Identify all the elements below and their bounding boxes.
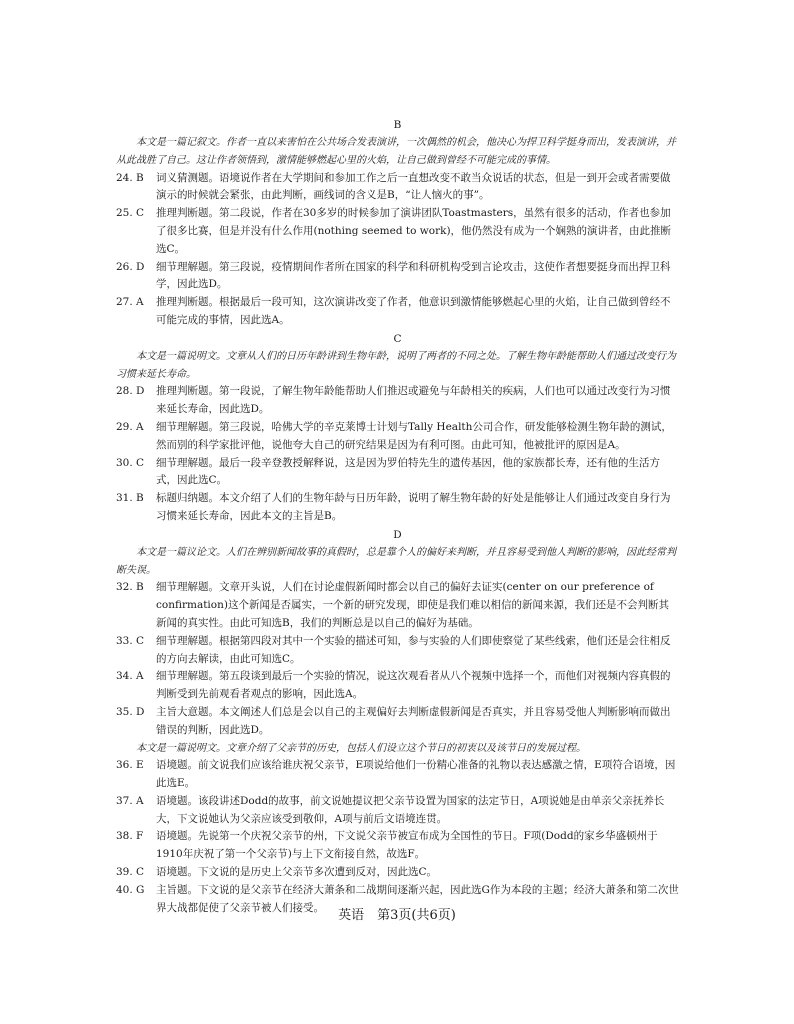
- answer-explanations: [116, 116, 679, 917]
- answer-item: [116, 828, 679, 864]
- answer-number: 31. B: [116, 492, 144, 505]
- answer-item: [116, 704, 679, 740]
- answer-item: [116, 170, 679, 206]
- answer-item: [116, 455, 679, 491]
- answer-explanation: 语境题。先说第一个庆祝父亲节的州，下文说父亲节被宣布成为全国性的节日。F项(Dodd的家乡华盛顿州于1910年庆祝了第一个父亲节)与上下文衔接自然，故选F。: [156, 830, 658, 861]
- passage-section: [116, 116, 679, 330]
- answer-item: [116, 205, 679, 258]
- answer-item: [116, 383, 679, 419]
- answer-number: 30. C: [116, 456, 145, 469]
- answer-number: 29. A: [116, 420, 144, 433]
- answer-explanation: 主旨题。下文说的是父亲节在经济大萧条和二战期间逐渐兴起，因此选G作为本段的主题；经济大萧条和第二次世界大战都促使了父亲节被人们接受。: [156, 883, 679, 914]
- answer-explanation: 细节理解题。根据第四段对其中一个实验的描述可知，参与实验的人们即使察觉了某些线索，他们还是会往相反的方向去解读，由此可知选C。: [156, 634, 671, 665]
- answer-number: 26. D: [116, 260, 145, 273]
- answer-explanation: 推理判断题。第一段说，了解生物年龄能帮助人们推迟或避免与年龄相关的疾病，人们也可以通过改变行为习惯来延长寿命，因此选D。: [156, 385, 671, 416]
- answer-explanation: 细节理解题。最后一段辛登教授解释说，这是因为罗伯特先生的遗传基因，他的家族都长寿，还有他的生活方式，因此选C。: [156, 456, 660, 487]
- answer-explanation: 语境题。下文说的是历史上父亲节多次遭到反对，因此选C。: [156, 866, 438, 879]
- answer-number: 24. B: [116, 171, 144, 184]
- answer-explanation: 推理判断题。根据最后一段可知，这次演讲改变了作者，他意识到激情能够燃起心里的火焰，让自己做到曾经不可能完成的事情，因此选A。: [156, 296, 671, 326]
- answer-item: [116, 579, 679, 632]
- section-letter: C: [393, 332, 402, 345]
- answer-explanation: 推理判断题。第二段说，作者在30多岁的时候参加了演讲团队Toastmasters，虽然有很多的活动，作者也参加了很多比赛，但是并没有什么作用(nothing seemed to work)，他仍然没有成为一个娴熟的演讲者，由此推断选C。: [156, 207, 672, 255]
- answer-explanation: 语境题。前文说我们应该给谁庆祝父亲节，E项说给他们一份精心准备的礼物以表达感激之情，E项符合语境，因此选E。: [156, 759, 676, 790]
- passage-summary: 本文是一篇议论文。人们在辨别新闻故事的真假时，总是靠个人的偏好来判断，并且容易受到他人判断的影响，因此经常判断失误。: [116, 546, 676, 576]
- answer-explanation: 词义猜测题。语境说作者在大学期间和参加工作之后一直想改变不敢当众说话的状态，但是一到开会或者需要做演示的时候就会紧张，由此判断，画线词的含义是B，“让人恼火的事”。: [156, 171, 671, 202]
- answer-explanation: 主旨大意题。本文阐述人们总是会以自己的主观偏好去判断虚假新闻是否真实，并且容易受他人判断影响而做出错误的判断，因此选D。: [156, 705, 671, 736]
- page-footer: 英语 第3页(共6页): [338, 908, 456, 923]
- answer-number: 37. A: [116, 794, 144, 807]
- answer-number: 40. G: [116, 883, 145, 896]
- passage-section: [116, 330, 679, 526]
- answer-number: 36. E: [116, 759, 144, 772]
- answer-number: 33. C: [116, 634, 145, 647]
- answer-item: [116, 259, 679, 295]
- answer-number: 39. C: [116, 866, 145, 879]
- answer-explanation: 细节理解题。第五段谈到最后一个实验的情况，说这次观看者从八个视频中选择一个，而他们对视频内容真假的判断受到先前观看者观点的影响，因此选A。: [156, 670, 671, 701]
- answer-item: [116, 294, 679, 330]
- answer-explanation: 语境题。该段讲述Dodd的故事，前文说她提议把父亲节设置为国家的法定节日，A项说她是由单亲父亲抚养长大，下文说她认为父亲应该受到敬仰，A项与前后文语境连贯。: [156, 794, 665, 825]
- answer-explanation: 标题归纳题。本文介绍了人们的生物年龄与日历年龄，说明了解生物年龄的好处是能够让人们通过改变自身行为习惯来延长寿命，因此本文的主旨是B。: [156, 492, 671, 522]
- answer-item: [116, 419, 679, 455]
- passage-summary: 本文是一篇说明文。文章从人们的日历年龄讲到生物年龄，说明了两者的不同之处。了解生物年龄能帮助人们通过改变行为习惯来延长寿命。: [116, 350, 676, 380]
- answer-number: 38. F: [116, 830, 144, 843]
- answer-item: [116, 633, 679, 669]
- answer-number: 28. D: [116, 385, 145, 398]
- answer-number: 25. C: [116, 207, 145, 220]
- answer-item: [116, 490, 679, 526]
- answer-number: 34. A: [116, 670, 144, 683]
- section-letter: B: [393, 119, 402, 131]
- answer-number: 32. B: [116, 581, 144, 594]
- passage-section: [116, 526, 679, 740]
- answer-explanation: 细节理解题。第三段说，疫情期间作者所在国家的科学和科研机构受到言论攻击，这使作者想要挺身而出捍卫科学，因此选D。: [156, 260, 671, 291]
- answer-item: [116, 668, 679, 704]
- answer-explanation: 细节理解题。第三段说，哈佛大学的辛克莱博士计划与Tally Health公司合作，研发能够检测生物年龄的测试，然而别的科学家批评他，说他夸大自己的研究结果是因为有利可图。由此可知，他被批评的原因是A。: [156, 420, 672, 451]
- answer-item: [116, 757, 679, 793]
- passage-summary: 本文是一篇说明文。文章介绍了父亲节的历史，包括人们设立这个节日的初衷以及该节日的发展过程。: [136, 742, 586, 754]
- answer-number: 27. A: [116, 296, 144, 309]
- answer-item: [116, 864, 679, 882]
- passage-summary: 本文是一篇记叙文。作者一直以来害怕在公共场合发表演讲，一次偶然的机会，他决心为捍卫科学挺身而出，发表演讲，并从此战胜了自己。这让作者领悟到，激情能够燃起心里的火焰，让自己做到曾经不可能完成的事情。: [116, 137, 676, 166]
- section-letter: D: [393, 528, 402, 541]
- answer-number: 35. D: [116, 705, 145, 718]
- answer-item: [116, 793, 679, 829]
- answer-explanation: 细节理解题。文章开头说，人们在讨论虚假新闻时都会以自己的偏好去证实(center on our preference of confirmation)这个新闻是否属实，一个新的研究发现，即使是我们难以相信的新闻来源，我们还是不会判断其新闻的真实性。由此可知选B，我们的判断总是以自己的偏好为基础。: [156, 581, 669, 629]
- passage-section: [116, 740, 679, 918]
